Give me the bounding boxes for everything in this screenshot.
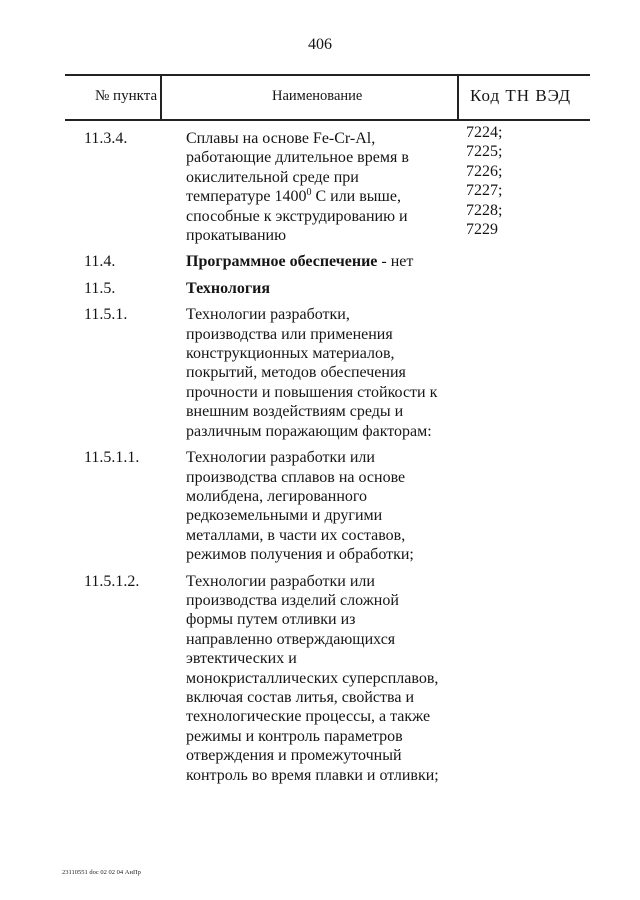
item-description	[186, 448, 466, 564]
tnved-codes	[466, 246, 586, 265]
page-number: 406	[308, 36, 332, 53]
tnved-code: 7226;	[466, 162, 503, 180]
description-line: режимов получения и обработки;	[186, 546, 414, 564]
description-line: способные к экструдированию и	[186, 207, 408, 225]
table-row	[0, 448, 640, 564]
table-row	[0, 252, 640, 271]
tnved-code: 7229	[466, 221, 498, 239]
description-line: редкоземельными и другими	[186, 507, 383, 525]
description-line	[186, 279, 466, 298]
description-line: производства или применения	[186, 325, 393, 343]
item-description	[186, 279, 466, 298]
tnved-code: 7224;	[466, 124, 503, 141]
table-row	[0, 279, 640, 298]
description-line: различным поражающим факторам:	[186, 422, 432, 440]
table-row	[0, 572, 640, 785]
item-number: 11.5.1.	[84, 306, 128, 324]
description-line: производства изделий сложной	[186, 591, 399, 609]
description-line: направленно отверждающихся	[186, 630, 396, 648]
document-footer-id: 23110551 doc 02 02 04 АнПр	[62, 869, 141, 876]
table-row	[0, 305, 640, 441]
description-line: покрытий, методов обеспечения	[186, 364, 406, 382]
description-line: внешним воздействиям среды и	[186, 403, 404, 421]
description-line	[186, 252, 466, 271]
tnved-codes	[466, 566, 586, 779]
item-description	[186, 129, 466, 245]
description-line: окислительной среде при	[186, 168, 359, 186]
description-line: контроль во время плавки и отливки;	[186, 766, 439, 784]
description-line: режимы и контроль параметров	[186, 727, 403, 745]
item-description	[186, 305, 466, 441]
description-line: Технологии разработки или	[186, 449, 375, 467]
tnved-codes	[466, 273, 586, 292]
description-line: монокристаллических суперсплавов,	[186, 669, 439, 687]
description-line: Технологии разработки или	[186, 572, 375, 590]
item-number: 11.4.	[84, 253, 116, 271]
item-list	[0, 124, 640, 792]
tnved-code: 7227;	[466, 182, 503, 200]
item-number: 11.5.1.1.	[84, 449, 140, 467]
description-line: металлами, в части их составов,	[186, 526, 406, 544]
degree-superscript: 0	[306, 187, 312, 199]
tnved-codes	[466, 123, 586, 239]
description-line: включая состав литья, свойства и	[186, 688, 415, 706]
column-header-number: № пункта	[95, 88, 158, 104]
description-line: производства сплавов на основе	[186, 468, 406, 486]
description-line: технологические процессы, а также	[186, 708, 431, 726]
line-tail: С или выше,	[311, 188, 401, 206]
item-description	[186, 252, 466, 271]
column-header-code: Код ТН ВЭД	[470, 86, 572, 105]
tnved-code: 7225;	[466, 143, 503, 161]
table-row	[0, 124, 640, 245]
tnved-codes	[466, 299, 586, 435]
item-number: 11.5.1.2.	[84, 572, 140, 590]
item-description	[186, 572, 466, 785]
tnved-codes	[466, 442, 586, 558]
header-divider	[457, 74, 459, 121]
description-line: эвтектических и	[186, 650, 297, 668]
column-header-name: Наименование	[272, 88, 363, 104]
description-line: молибдена, легированного	[186, 487, 368, 505]
description-line: работающие длительное время в	[186, 149, 409, 167]
description-line: формы путем отливки из	[186, 611, 356, 629]
description-line: конструкционных материалов,	[186, 345, 395, 363]
item-number: 11.3.4.	[84, 130, 128, 147]
line-tail: - нет	[377, 253, 414, 271]
item-number: 11.5.	[84, 279, 116, 297]
description-line: прочности и повышения стойкости к	[186, 383, 438, 401]
header-bottom-rule	[65, 119, 590, 121]
description-line: отверждения и промежуточный	[186, 747, 402, 765]
tnved-code: 7228;	[466, 201, 503, 219]
section-title: Технология	[186, 279, 270, 297]
line-text: температуре 1400	[186, 188, 307, 206]
header-divider	[160, 74, 162, 121]
header-top-rule	[65, 74, 590, 76]
description-line: Технологии разработки,	[186, 306, 350, 324]
section-title: Программное обеспечение	[186, 253, 378, 271]
description-line: прокатыванию	[186, 227, 287, 245]
description-line	[186, 187, 466, 206]
description-line: Сплавы на основе Fe-Cr-Al,	[186, 130, 376, 147]
